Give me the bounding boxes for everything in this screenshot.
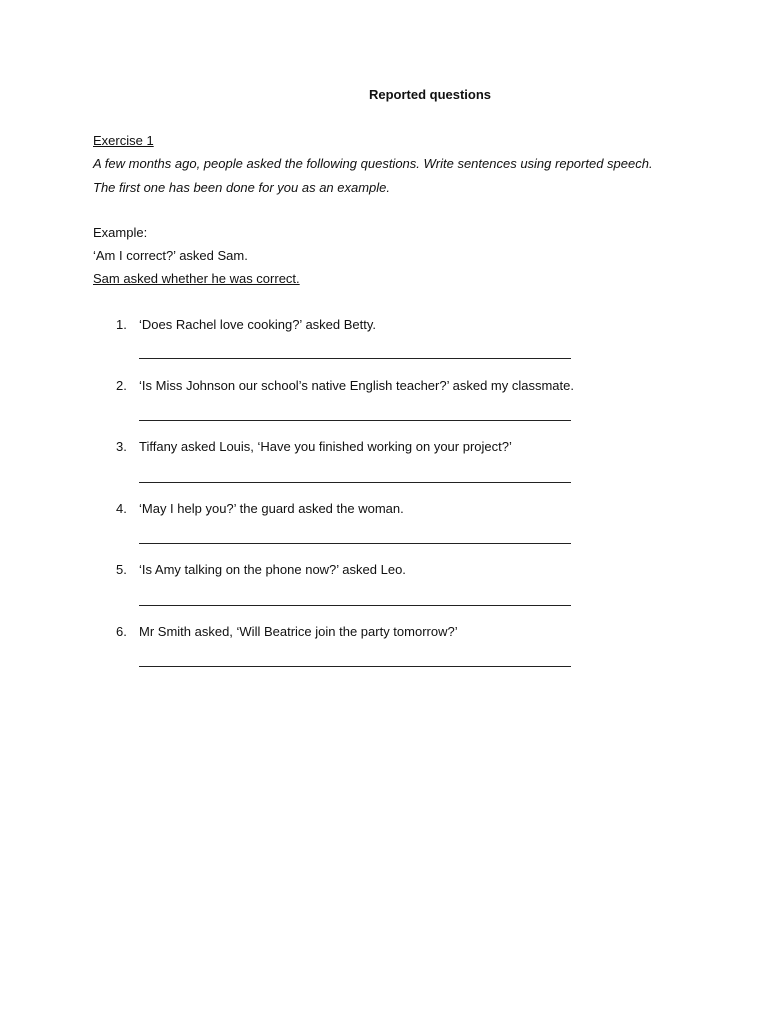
question-text: ‘May I help you?’ the guard asked the woman. bbox=[139, 501, 404, 516]
question-number: 4. bbox=[116, 501, 127, 516]
answer-line[interactable] bbox=[139, 543, 571, 544]
question-text: ‘Is Amy talking on the phone now?’ asked Leo. bbox=[139, 562, 406, 577]
answer-line[interactable] bbox=[139, 358, 571, 359]
example-label: Example: bbox=[93, 225, 148, 240]
page-title: Reported questions bbox=[368, 87, 492, 102]
question-number: 2. bbox=[116, 378, 127, 393]
answer-line[interactable] bbox=[139, 666, 571, 667]
answer-line[interactable] bbox=[139, 482, 571, 483]
question-text: Tiffany asked Louis, ‘Have you finished working on your project?’ bbox=[139, 439, 512, 454]
question-text: ‘Is Miss Johnson our school’s native English teacher?’ asked my classmate. bbox=[139, 378, 574, 393]
question-number: 1. bbox=[116, 317, 127, 332]
question-number: 3. bbox=[116, 439, 127, 454]
answer-line[interactable] bbox=[139, 605, 571, 606]
instruction-line-1: A few months ago, people asked the following questions. Write sentences using reported speech. bbox=[93, 156, 653, 171]
exercise-heading: Exercise 1 bbox=[93, 133, 154, 148]
question-number: 5. bbox=[116, 562, 127, 577]
example-answer: Sam asked whether he was correct. bbox=[93, 271, 300, 286]
answer-line[interactable] bbox=[139, 420, 571, 421]
example-question: ‘Am I correct?’ asked Sam. bbox=[93, 248, 248, 263]
question-number: 6. bbox=[116, 624, 127, 639]
instruction-line-2: The first one has been done for you as an example. bbox=[93, 180, 391, 195]
question-text: ‘Does Rachel love cooking?’ asked Betty. bbox=[139, 317, 377, 332]
question-text: Mr Smith asked, ‘Will Beatrice join the party tomorrow?’ bbox=[139, 624, 458, 639]
